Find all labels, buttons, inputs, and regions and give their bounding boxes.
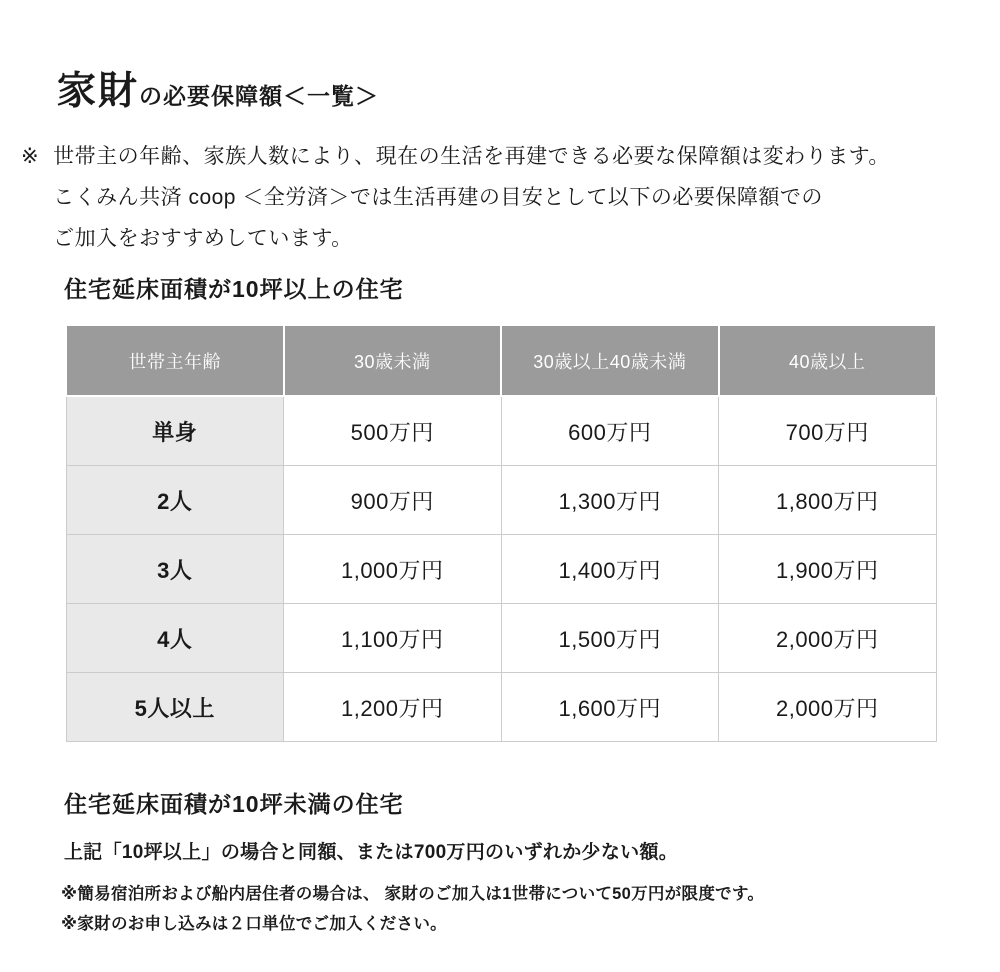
intro-text [53, 136, 890, 259]
table-cell: 1,000万円 [284, 535, 502, 604]
coverage-table [65, 324, 937, 742]
intro-note [21, 136, 1000, 259]
row-label: 5人以上 [66, 673, 284, 742]
table-row-2-persons [66, 466, 936, 535]
column-header-over-40: 40歳以上 [719, 325, 937, 396]
page-title [57, 72, 1000, 111]
row-label: 単身 [66, 396, 284, 466]
table-cell: 700万円 [719, 396, 937, 466]
table-row-4-persons [66, 604, 936, 673]
table-row-3-persons [66, 535, 936, 604]
table-cell: 1,200万円 [284, 673, 502, 742]
column-header-under-30: 30歳未満 [284, 325, 502, 396]
footnote-limit-50man: ※簡易宿泊所および船内居住者の場合は、 家財のご加入は1世帯について50万円が限度です。 [61, 885, 765, 903]
table-cell: 1,500万円 [501, 604, 719, 673]
table-cell: 1,100万円 [284, 604, 502, 673]
table-header-row [66, 325, 936, 396]
page-title-emphasis: 家財 [57, 70, 140, 113]
section-heading-under-10tsubo: 住宅延床面積が10坪未満の住宅 [64, 791, 404, 817]
table-cell: 1,800万円 [719, 466, 937, 535]
intro-line-2: こくみん共済 coop ＜全労済＞では生活再建の目安として以下の必要保障額での [53, 186, 823, 209]
table-row-single [66, 396, 936, 466]
footnote-2-unit-minimum: ※家財のお申し込みは２口単位でご加入ください。 [61, 915, 447, 933]
footnotes [61, 879, 1000, 939]
table-cell: 1,600万円 [501, 673, 719, 742]
row-label: 4人 [66, 604, 284, 673]
table-cell: 1,300万円 [501, 466, 719, 535]
intro-line-3: ご加入をおすすめしています。 [53, 227, 353, 250]
table-cell: 2,000万円 [719, 604, 937, 673]
row-label: 2人 [66, 466, 284, 535]
section-heading-over-10tsubo: 住宅延床面積が10坪以上の住宅 [64, 276, 404, 302]
column-header-householder-age: 世帯主年齢 [66, 325, 284, 396]
note-asterisk-marker: ※ [21, 145, 40, 168]
intro-line-1: 世帯主の年齢、家族人数により、現在の生活を再建できる必要な保障額は変わります。 [53, 145, 890, 168]
table-cell: 1,900万円 [719, 535, 937, 604]
table-cell: 1,400万円 [501, 535, 719, 604]
column-header-30-to-40: 30歳以上40歳未満 [501, 325, 719, 396]
page-title-rest: の必要保障額＜一覧＞ [139, 83, 380, 109]
table-cell: 900万円 [284, 466, 502, 535]
under-10tsubo-description: 上記「10坪以上」の場合と同額、または700万円のいずれか少ない額。 [64, 842, 679, 863]
row-label: 3人 [66, 535, 284, 604]
table-row-5-plus-persons [66, 673, 936, 742]
table-cell: 600万円 [501, 396, 719, 466]
table-cell: 2,000万円 [719, 673, 937, 742]
table-cell: 500万円 [284, 396, 502, 466]
